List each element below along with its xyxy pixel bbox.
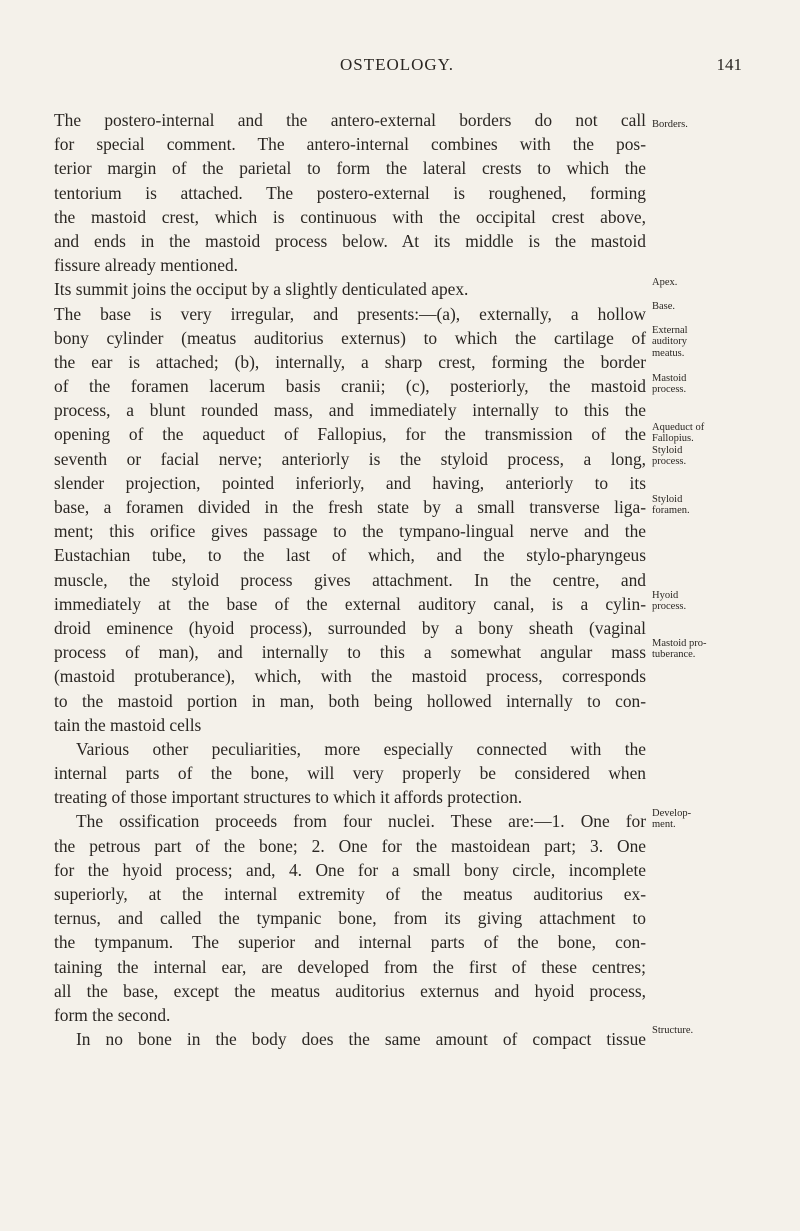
text-line: (mastoid protuberance), which, with the mastoid process, corresponds [54,666,646,687]
text-line: droid eminence (hyoid process), surrounded by a bony sheath (vaginal [54,617,646,638]
margin-note: process. [652,384,687,395]
text-line: terior margin of the parietal to form the lateral crests to which the [54,158,646,179]
text-line: the petrous part of the bone; 2. One for the mastoidean part; 3. One [54,835,646,856]
margin-note: Hyoid [652,590,679,601]
margin-note: Aqueduct of [652,422,705,433]
text-line: form the second. [54,1004,171,1025]
margin-note: foramen. [652,505,690,516]
text-line: The ossification proceeds from four nuclei. These are:—1. One for [76,811,646,832]
margin-note: meatus. [652,348,685,359]
text-line: ternus, and called the tympanic bone, from its giving attachment to [54,908,646,929]
margin-note: tuberance. [652,649,696,660]
text-line: the ear is attached; (b), internally, a sharp crest, forming the border [54,351,646,372]
margin-note: Styloid [652,494,683,505]
text-line: Various other peculiarities, more especially connected with the [76,738,646,759]
margin-note: External [652,325,688,336]
text-line: of the foramen lacerum basis cranii; (c), posteriorly, the mastoid [54,376,646,397]
text-line: for special comment. The antero-internal combines with the pos- [54,134,646,155]
text-line: The postero-internal and the antero-external borders do not call [54,110,646,130]
margin-note: auditory [652,336,687,347]
page-number: 141 [716,55,742,74]
text-line: process, a blunt rounded mass, and immediately internally to this the [54,400,646,421]
body-text [54,108,646,1051]
page-header [52,55,742,85]
margin-note: Base. [652,301,676,312]
margin-note: process. [652,456,687,467]
text-line: process of man), and internally to this a somewhat angular mass [54,642,646,663]
text-line: muscle, the styloid process gives attachment. In the centre, and [54,569,646,590]
text-line: the tympanum. The superior and internal parts of the bone, con- [54,932,646,953]
margin-note: Structure. [652,1025,694,1036]
text-line: slender projection, pointed inferiorly, and having, anteriorly to its [54,472,646,493]
text-line: Its summit joins the occiput by a slightly denticulated apex. [54,279,469,300]
text-line: taining the internal ear, are developed from the first of these centres; [54,956,646,977]
text-line: tentorium is attached. The postero-external is roughened, forming [54,182,646,203]
text-line: opening of the aqueduct of Fallopius, for the transmission of the [54,424,646,445]
text-line: base, a foramen divided in the fresh state by a small transverse liga- [54,497,646,517]
margin-note: Styloid [652,445,683,456]
text-line: bony cylinder (meatus auditorius externus) to which the cartilage of [54,327,646,348]
text-line: and ends in the mastoid process below. At its middle is the mastoid [54,230,646,251]
text-line: for the hyoid process; and, 4. One for a small bony circle, incomplete [54,859,646,880]
text-line: seventh or facial nerve; anteriorly is the styloid process, a long, [54,448,646,469]
margin-note: Borders. [652,119,688,130]
margin-note: Develop- [652,808,692,819]
margin-note: Fallopius. [652,433,694,444]
text-line: immediately at the base of the external auditory canal, is a cylin- [54,593,646,614]
text-line: the mastoid crest, which is continuous with the occipital crest above, [54,206,646,227]
text-line: treating of those important structures to which it affords protection. [54,787,523,808]
margin-note: ment. [652,819,676,830]
margin-note: Mastoid pro- [652,638,707,649]
margin-note: process. [652,601,687,612]
text-line: superiorly, at the internal extremity of the meatus auditorius ex- [54,884,646,904]
text-line: to the mastoid portion in man, both being hollowed internally to con- [54,690,646,711]
text-line: In no bone in the body does the same amount of compact tissue [76,1029,646,1050]
text-line: all the base, except the meatus auditorius externus and hyoid process, [54,980,646,1001]
margin-note: Apex. [652,277,678,288]
text-line: tain the mastoid cells [54,714,202,735]
text-line: The base is very irregular, and presents:—(a), externally, a hollow [54,303,646,324]
margin-note: Mastoid [652,373,687,384]
text-line: fissure already mentioned. [54,255,238,276]
text-line: internal parts of the bone, will very properly be considered when [54,763,646,784]
text-line: ment; this orifice gives passage to the tympano-lingual nerve and the [54,521,646,542]
text-line: Eustachian tube, to the last of which, and the stylo-pharyngeus [54,545,646,566]
running-head: OSTEOLOGY. [339,55,455,74]
